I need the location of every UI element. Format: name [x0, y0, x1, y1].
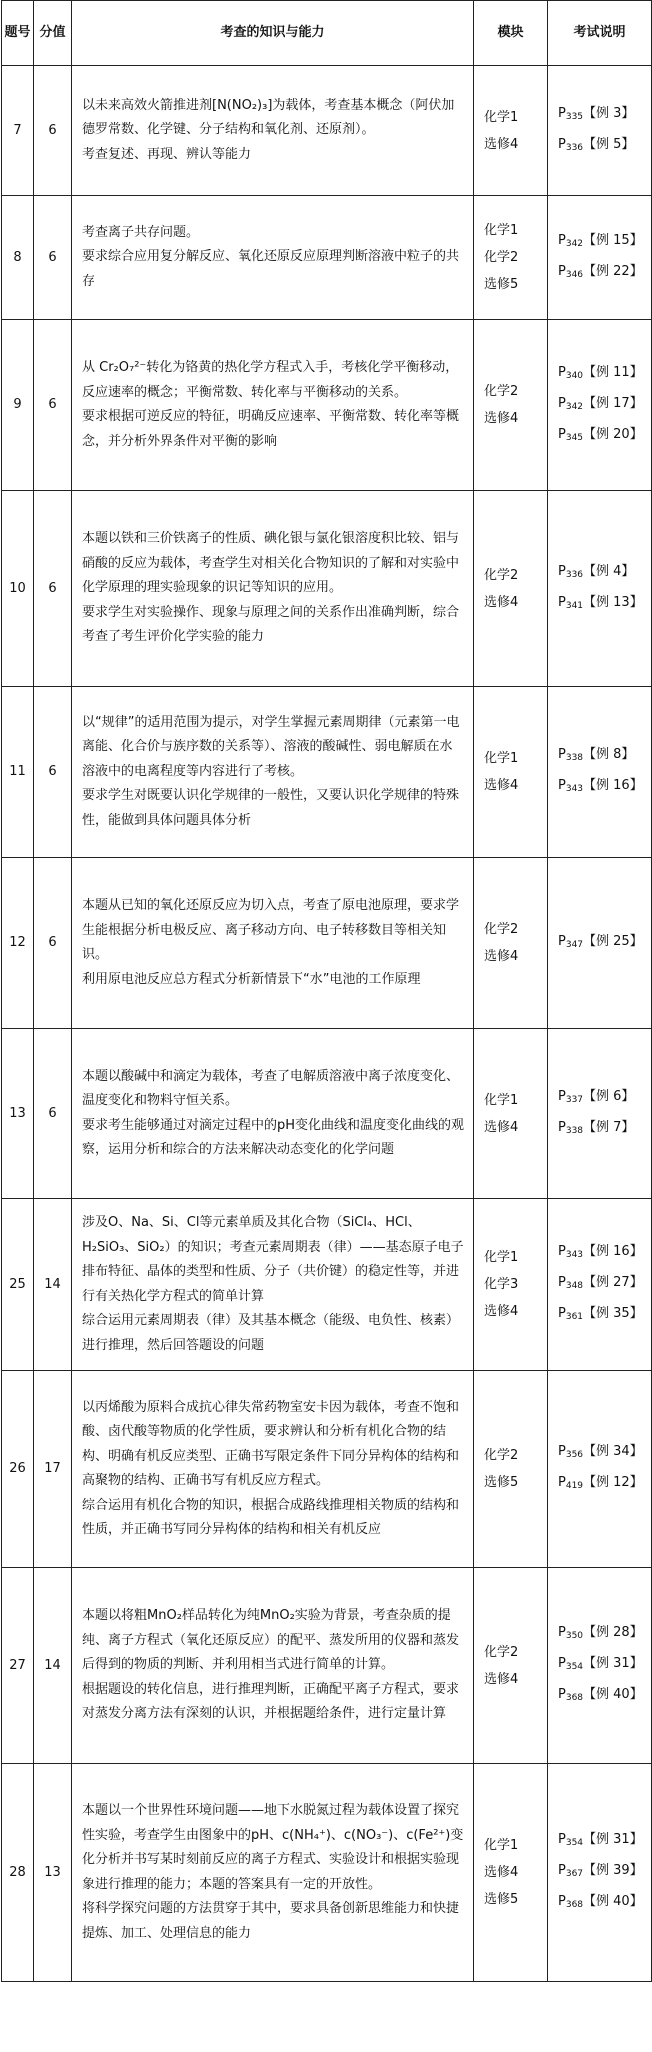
table-row — [2, 1371, 652, 1568]
reference-example: 【例 35】 — [583, 1306, 643, 1321]
knowledge-paragraph: 涉及O、Na、Si、Cl等元素单质及其化合物（SiCl₄、HCl、H₂SiO₃、SiO₂）的知识；考查元素周期表（律）——基态原子电子排布特征、晶体的类型和性质、分子（共价键）的稳定性等，并进行有关热化学方程式的简单计算 — [82, 1215, 464, 1304]
reference-page-letter: P — [558, 1306, 566, 1321]
exam-reference — [558, 100, 651, 131]
knowledge-paragraph: 综合运用元素周期表（律）及其基本概念（能级、电负性、核素）进行推理，然后回答题设的问题 — [82, 1313, 460, 1353]
exam-reference-list — [548, 1029, 652, 1199]
knowledge-paragraph: 要求学生对既要认识化学规律的一般性，又要认识化学规律的特殊性，能做到具体问题具体分析 — [82, 788, 460, 828]
exam-reference — [558, 1269, 651, 1300]
header-exam: 考试说明 — [548, 1, 652, 66]
knowledge-paragraph: 从 Cr₂O₇²⁻转化为铬黄的热化学方程式入手，考核化学平衡移动，反应速率的概念；平衡常数、转化率与平衡移动的关系。 — [82, 360, 459, 400]
question-score: 17 — [34, 1371, 72, 1568]
exam-reference — [558, 421, 651, 452]
table-row — [2, 320, 652, 491]
module-item: 选修4 — [484, 594, 519, 610]
question-number: 26 — [2, 1371, 34, 1568]
knowledge-description — [72, 66, 474, 196]
exam-reference — [558, 928, 651, 959]
exam-reference-list — [548, 858, 652, 1029]
question-number: 7 — [2, 66, 34, 196]
question-score: 6 — [34, 196, 72, 320]
knowledge-paragraph: 综合运用有机化合物的知识，根据合成路线推理相关物质的结构和性质，并正确书写同分异构体的结构和相关有机反应 — [82, 1497, 460, 1537]
knowledge-paragraph: 本题以一个世界性环境问题——地下水脱氮过程为载体设置了探究性实验，考查学生由图象中的pH、c(NH₄⁺)、c(NO₃⁻)、c(Fe²⁺)变化分析并书写某时刻前反应的离子方程式、实验设计和根据实验现象进行推理的能力；本题的答案具有一定的开放性。 — [82, 1803, 464, 1892]
knowledge-description — [72, 1568, 474, 1764]
knowledge-paragraph: 本题从已知的氧化还原反应为切入点，考查了原电池原理，要求学生能根据分析电极反应、离子移动方向、电子转移数目等相关知识。 — [82, 898, 460, 962]
exam-reference-list — [548, 687, 652, 858]
knowledge-description — [72, 1199, 474, 1371]
reference-page-letter: P — [558, 1832, 566, 1847]
knowledge-paragraph: 以丙烯酸为原料合成抗心律失常药物室安卡因为载体，考查不饱和酸、卤代酸等物质的化学性质，要求辨认和分析有机化合物的结构、明确有机反应类型、正确书写限定条件下同分异构体的结构和高聚物的结构、正确书写有机反应方程式。 — [82, 1399, 460, 1488]
knowledge-paragraph: 以“规律”的适用范围为提示，对学生掌握元素周期律（元素第一电离能、化合价与族序数的关系等）、溶液的酸碱性、弱电解质在水溶液中的电离程度等内容进行了考核。 — [82, 714, 460, 779]
reference-page-number: 346 — [565, 269, 584, 280]
knowledge-description — [72, 491, 474, 687]
reference-page-number: 338 — [565, 1125, 584, 1136]
module-item: 选修5 — [484, 1892, 519, 1907]
reference-example: 【例 34】 — [583, 1444, 643, 1459]
reference-example: 【例 22】 — [583, 263, 643, 279]
module-item: 化学1 — [484, 223, 519, 238]
module-item: 化学1 — [484, 1092, 519, 1108]
exam-reference-list — [548, 1568, 652, 1764]
reference-example: 【例 11】 — [583, 364, 643, 380]
module-item: 选修4 — [484, 1119, 519, 1135]
reference-page-number: 354 — [565, 1662, 584, 1672]
reference-page-letter: P — [558, 1119, 566, 1135]
reference-example: 【例 31】 — [583, 1832, 643, 1847]
reference-page-letter: P — [558, 1244, 566, 1259]
exam-reference-list — [548, 320, 652, 491]
reference-example: 【例 27】 — [583, 1275, 643, 1290]
reference-page-letter: P — [558, 1863, 566, 1878]
question-score: 14 — [34, 1568, 72, 1764]
reference-page-number: 342 — [565, 401, 584, 412]
header-score: 分值 — [34, 1, 72, 66]
reference-page-number: 335 — [565, 111, 584, 122]
reference-page-number: 368 — [565, 1693, 584, 1703]
reference-example: 【例 8】 — [583, 747, 635, 762]
module-item: 选修4 — [484, 1304, 519, 1319]
question-score: 13 — [34, 1764, 72, 1982]
question-number: 27 — [2, 1568, 34, 1764]
header-module: 模块 — [474, 1, 548, 66]
knowledge-paragraph: 要求学生对实验操作、现象与原理之间的关系作出准确判断，综合考查了考生评价化学实验的能力 — [82, 604, 460, 645]
table-header-row — [2, 1, 652, 66]
module-item: 选修5 — [484, 277, 519, 292]
exam-reference — [558, 589, 651, 620]
table-row — [2, 196, 652, 320]
question-number: 10 — [2, 491, 34, 687]
reference-page-number: 336 — [565, 569, 584, 580]
reference-page-number: 356 — [565, 1450, 584, 1460]
reference-page-letter: P — [558, 426, 566, 442]
exam-reference — [558, 1888, 651, 1919]
knowledge-description — [72, 196, 474, 320]
exam-reference-list — [548, 66, 652, 196]
table-row — [2, 66, 652, 196]
exam-reference — [558, 390, 651, 421]
module-item: 化学3 — [484, 1277, 519, 1292]
table-row — [2, 1199, 652, 1371]
module-item: 选修4 — [484, 949, 519, 964]
exam-analysis-table — [1, 0, 652, 1982]
reference-page-letter: P — [558, 747, 566, 762]
reference-example: 【例 28】 — [583, 1625, 643, 1640]
knowledge-paragraph: 考查离子共存问题。 — [82, 224, 200, 240]
question-number: 8 — [2, 196, 34, 320]
header-number: 题号 — [2, 1, 34, 66]
module-list — [474, 66, 548, 196]
question-score: 6 — [34, 687, 72, 858]
module-item: 化学1 — [484, 751, 519, 766]
module-list — [474, 1371, 548, 1568]
exam-reference — [558, 1650, 651, 1681]
reference-example: 【例 16】 — [583, 778, 643, 793]
reference-example: 【例 17】 — [583, 395, 643, 411]
module-item: 化学1 — [484, 1250, 519, 1265]
reference-example: 【例 13】 — [583, 594, 643, 610]
reference-page-letter: P — [558, 1687, 566, 1702]
reference-page-letter: P — [558, 136, 566, 152]
exam-reference — [558, 359, 651, 390]
module-item: 化学1 — [484, 109, 519, 125]
reference-page-letter: P — [558, 263, 566, 279]
module-item: 选修4 — [484, 1865, 519, 1880]
module-item: 选修4 — [484, 778, 519, 793]
module-list — [474, 858, 548, 1029]
module-item: 化学2 — [484, 567, 519, 583]
exam-reference — [558, 227, 651, 258]
module-list — [474, 1199, 548, 1371]
reference-example: 【例 40】 — [583, 1894, 643, 1909]
module-item: 化学2 — [484, 1644, 519, 1660]
knowledge-description — [72, 1029, 474, 1199]
question-number: 11 — [2, 687, 34, 858]
module-item: 选修4 — [484, 1671, 519, 1687]
knowledge-paragraph: 要求考生能够通过对滴定过程中的pH变化曲线和温度变化曲线的观察，运用分析和综合的方法来解决动态变化的化学问题 — [82, 1117, 465, 1157]
module-item: 化学2 — [484, 922, 519, 937]
exam-reference — [558, 258, 651, 289]
question-number: 12 — [2, 858, 34, 1029]
knowledge-paragraph: 将科学探究问题的方法贯穿于其中，要求具备创新思维能力和快捷提炼、加工、处理信息的能力 — [82, 1901, 460, 1941]
module-item: 化学1 — [484, 1838, 519, 1853]
exam-reference-list — [548, 196, 652, 320]
reference-page-letter: P — [558, 1475, 566, 1490]
reference-page-number: 341 — [565, 600, 584, 611]
exam-reference — [558, 1438, 651, 1469]
exam-reference-list — [548, 1764, 652, 1982]
question-score: 6 — [34, 858, 72, 1029]
reference-example: 【例 20】 — [583, 426, 643, 442]
reference-page-number: 343 — [565, 784, 584, 794]
question-score: 6 — [34, 66, 72, 196]
question-number: 28 — [2, 1764, 34, 1982]
reference-page-number: 354 — [565, 1838, 584, 1848]
knowledge-description — [72, 1371, 474, 1568]
module-list — [474, 196, 548, 320]
reference-page-letter: P — [558, 105, 566, 121]
exam-reference — [558, 741, 651, 772]
reference-page-letter: P — [558, 1625, 566, 1640]
question-number: 25 — [2, 1199, 34, 1371]
module-item: 选修4 — [484, 136, 519, 152]
reference-page-number: 348 — [565, 1281, 584, 1291]
table-row — [2, 1029, 652, 1199]
knowledge-description — [72, 320, 474, 491]
reference-page-letter: P — [558, 1894, 566, 1909]
knowledge-paragraph: 本题以酸碱中和滴定为载体，考查了电解质溶液中离子浓度变化、温度变化和物料守恒关系。 — [82, 1068, 460, 1108]
reference-page-number: 347 — [565, 939, 584, 950]
reference-example: 【例 39】 — [583, 1863, 643, 1878]
reference-page-letter: P — [558, 594, 566, 610]
reference-example: 【例 15】 — [583, 232, 643, 248]
exam-reference — [558, 1681, 651, 1712]
reference-example: 【例 5】 — [583, 136, 635, 152]
exam-reference-list — [548, 1199, 652, 1371]
reference-page-letter: P — [558, 933, 566, 949]
knowledge-paragraph: 要求根据可逆反应的特征，明确反应速率、平衡常数、转化率等概念，并分析外界条件对平衡的影响 — [82, 409, 460, 449]
table-row — [2, 687, 652, 858]
reference-page-letter: P — [558, 1275, 566, 1290]
reference-page-number: 337 — [565, 1094, 584, 1105]
knowledge-paragraph: 要求综合应用复分解反应、氧化还原反应原理判断溶液中粒子的共存 — [82, 249, 460, 289]
module-list — [474, 1764, 548, 1982]
reference-example: 【例 4】 — [583, 563, 635, 579]
reference-page-letter: P — [558, 778, 566, 793]
reference-page-number: 345 — [565, 432, 584, 443]
module-list — [474, 1568, 548, 1764]
reference-page-letter: P — [558, 232, 566, 248]
reference-example: 【例 31】 — [583, 1656, 643, 1671]
reference-page-letter: P — [558, 1656, 566, 1671]
reference-example: 【例 3】 — [583, 105, 635, 121]
exam-reference-list — [548, 491, 652, 687]
exam-reference — [558, 1300, 651, 1331]
exam-reference — [558, 1114, 651, 1145]
knowledge-paragraph: 本题以铁和三价铁离子的性质、碘化银与氯化银溶度积比较、铝与硝酸的反应为载体，考查学生对相关化合物知识的了解和对实验中化学原理的理实验现象的识记等知识的应用。 — [82, 531, 460, 596]
question-number: 13 — [2, 1029, 34, 1199]
reference-example: 【例 6】 — [583, 1088, 635, 1104]
module-list — [474, 491, 548, 687]
exam-reference — [558, 772, 651, 803]
table-row — [2, 1568, 652, 1764]
module-item: 选修5 — [484, 1475, 519, 1490]
table-row — [2, 491, 652, 687]
reference-page-number: 367 — [565, 1869, 584, 1879]
reference-page-number: 338 — [565, 753, 584, 763]
exam-reference-list — [548, 1371, 652, 1568]
exam-reference — [558, 1469, 651, 1500]
question-score: 6 — [34, 320, 72, 491]
question-number: 9 — [2, 320, 34, 491]
module-list — [474, 1029, 548, 1199]
table-row — [2, 1764, 652, 1982]
reference-page-number: 340 — [565, 370, 584, 381]
reference-example: 【例 12】 — [583, 1475, 643, 1490]
reference-page-number: 419 — [565, 1481, 584, 1491]
reference-page-letter: P — [558, 395, 566, 411]
reference-page-number: 336 — [565, 142, 584, 153]
reference-example: 【例 7】 — [583, 1119, 635, 1135]
header-knowledge: 考查的知识与能力 — [72, 1, 474, 66]
module-list — [474, 687, 548, 858]
reference-page-number: 350 — [565, 1631, 584, 1641]
knowledge-paragraph: 利用原电池反应总方程式分析新情景下“水”电池的工作原理 — [82, 971, 421, 987]
knowledge-paragraph: 考查复述、再现、辨认等能力 — [82, 146, 252, 162]
table-row — [2, 858, 652, 1029]
reference-page-number: 342 — [565, 238, 584, 249]
module-item: 化学2 — [484, 250, 519, 265]
knowledge-description — [72, 687, 474, 858]
module-item: 化学2 — [484, 1448, 519, 1463]
exam-reference — [558, 1238, 651, 1269]
reference-page-number: 361 — [565, 1312, 584, 1322]
module-item: 选修4 — [484, 411, 519, 426]
module-list — [474, 320, 548, 491]
reference-page-letter: P — [558, 563, 566, 579]
module-item: 化学2 — [484, 384, 519, 399]
reference-page-number: 343 — [565, 1250, 584, 1260]
reference-page-letter: P — [558, 1088, 566, 1104]
knowledge-description — [72, 1764, 474, 1982]
knowledge-paragraph: 本题以将粗MnO₂样品转化为纯MnO₂实验为背景，考查杂质的提纯、离子方程式（氧化还原反应）的配平、蒸发所用的仪器和蒸发后得到的物质的判断、并利用相当式进行简单的计算。 — [82, 1608, 460, 1673]
reference-page-letter: P — [558, 364, 566, 380]
knowledge-paragraph: 根据题设的转化信息，进行推理判断，正确配平离子方程式，要求对蒸发分离方法有深刻的认识，并根据题给条件，进行定量计算 — [82, 1681, 460, 1722]
knowledge-paragraph: 以未来高效火箭推进剂[N(NO₂)₃]为载体，考查基本概念（阿伏加德罗常数、化学键、分子结构和氧化剂、还原剂）。 — [82, 97, 455, 138]
exam-reference — [558, 1826, 651, 1857]
question-score: 6 — [34, 491, 72, 687]
question-score: 14 — [34, 1199, 72, 1371]
question-score: 6 — [34, 1029, 72, 1199]
exam-reference — [558, 131, 651, 162]
reference-example: 【例 40】 — [583, 1687, 643, 1702]
exam-reference — [558, 1857, 651, 1888]
exam-reference — [558, 558, 651, 589]
reference-example: 【例 25】 — [583, 933, 643, 949]
exam-reference — [558, 1083, 651, 1114]
exam-reference — [558, 1619, 651, 1650]
reference-example: 【例 16】 — [583, 1244, 643, 1259]
reference-page-letter: P — [558, 1444, 566, 1459]
knowledge-description — [72, 858, 474, 1029]
reference-page-number: 368 — [565, 1900, 584, 1910]
